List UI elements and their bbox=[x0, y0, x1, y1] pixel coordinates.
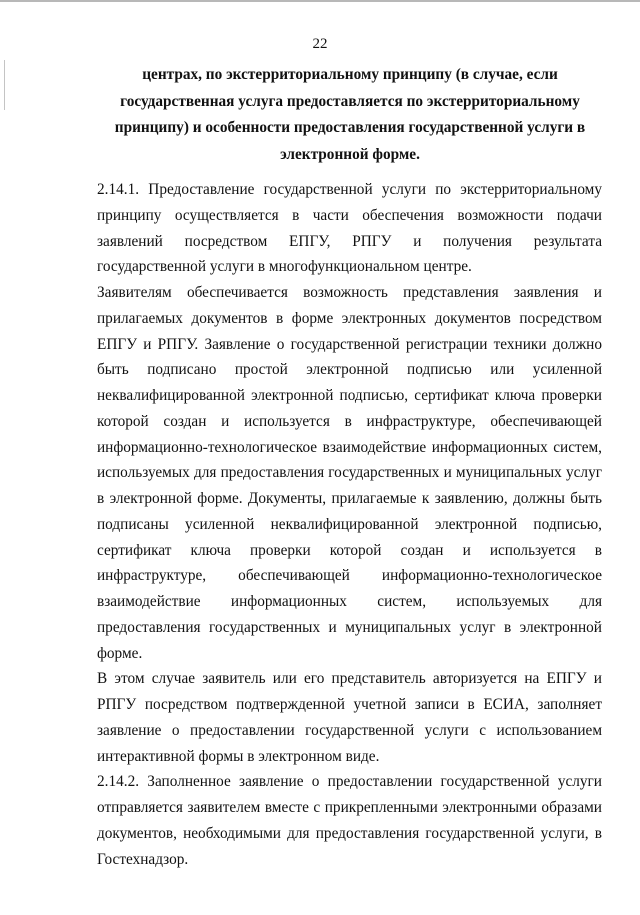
paragraph-2-14-1: 2.14.1. Предоставление государственной услуги по экстерриториальному принципу осуществляется в части обеспечения возможности подачи заявлений посредством ЕПГУ, РПГУ и получения результата государственной услуги в многофункциональном центре. bbox=[97, 181, 602, 276]
paragraph-electronic-documents: Заявителям обеспечивается возможность представления заявления и прилагаемых документов в форме электронных документов посредством ЕПГУ и РПГУ. Заявление о государственной регистрации техники должно быть подписано простой электронной подписью или усиленной неквалифицированной электронной подписью, сертификат ключа проверки которой создан и используется в инфраструктуре, обеспечивающей информационно-технологическое взаимодействие информационных систем, используемых для предоставления государственных и муниципальных услуг в электронной форме. Документы, прилагаемые к заявлению, должны быть подписаны усиленной неквалифицированной электронной подписью, сертификат ключа проверки которой создан и используется в инфраструктуре, обеспечивающей информационно-технологическое взаимодействие информационных систем, используемых для предоставления государственных и муниципальных услуг в электронной форме. bbox=[97, 284, 602, 662]
section-heading: центрах, по экстерриториальному принципу (в случае, если государственная услуга предоставляется по экстерриториальному принципу) и особенности предоставления государственной услуги в электронной форме. bbox=[114, 66, 586, 163]
paragraph-2-14-2: 2.14.2. Заполненное заявление о предоставлении государственной услуги отправляется заявителем вместе с прикрепленными электронными образами документов, необходимыми для предоставления государственной услуги, в Гостехнадзор. bbox=[97, 773, 602, 868]
paragraph-authorization: В этом случае заявитель или его представитель авторизуется на ЕПГУ и РПГУ посредством подтвержденной учетной записи в ЕСИА, заполняет заявление о предоставлении государственной услуги с использованием интерактивной формы в электронном виде. bbox=[97, 670, 602, 765]
scan-mark-left bbox=[4, 60, 5, 110]
body-text bbox=[97, 177, 602, 872]
scan-border-top bbox=[0, 0, 640, 2]
page-number: 22 bbox=[312, 36, 328, 52]
